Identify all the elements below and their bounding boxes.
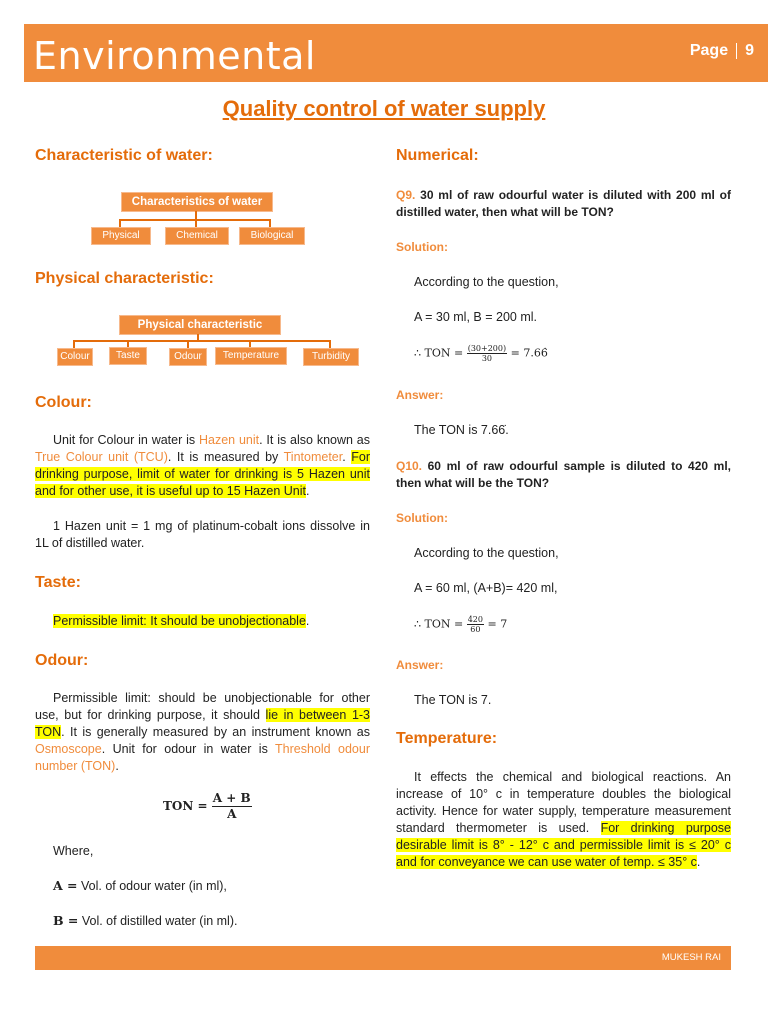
text: . xyxy=(696,855,701,869)
numerical-heading: Numerical: xyxy=(396,147,479,164)
footer-author: MUKESH RAI xyxy=(661,952,721,963)
calc-numerator: (30+200) xyxy=(467,344,507,353)
formula-numerator: A + B xyxy=(212,791,251,805)
definition-a xyxy=(53,877,227,895)
q9-calculation xyxy=(414,344,548,363)
chart-connector xyxy=(329,340,331,348)
question-10 xyxy=(396,458,731,492)
highlight-text: Permissible limit: It should be unobjectionable xyxy=(53,614,306,628)
tcu-term: True Colour unit (TCU) xyxy=(35,450,168,464)
phys-chart-root: Physical characteristic xyxy=(119,315,281,335)
text: Permissible limit: should be unobjectionable for other use, but for drinking purpose, it should xyxy=(35,691,370,722)
phys-node-odour: Odour xyxy=(169,348,207,366)
q9-answer: The TON is 7.66̇. xyxy=(414,423,509,437)
q10-calculation xyxy=(414,615,507,634)
var-b: B = xyxy=(53,913,79,928)
text: . It is generally measured by an instrument known as xyxy=(61,725,370,739)
chart-connector xyxy=(187,340,189,348)
chart-node-chemical: Chemical xyxy=(165,227,229,245)
chart-connector xyxy=(73,340,331,342)
q10-solution-label: Solution: xyxy=(396,511,448,525)
text: . Unit for odour in water is xyxy=(101,742,276,756)
q10-given: A = 60 ml, (A+B)= 420 ml, xyxy=(414,581,558,595)
phys-heading: Physical characteristic: xyxy=(35,270,214,287)
colour-heading: Colour: xyxy=(35,394,92,411)
hazen-term: Hazen unit xyxy=(198,433,260,447)
phys-node-colour: Colour xyxy=(57,348,93,366)
page-header xyxy=(24,24,768,82)
calc-denominator: 60 xyxy=(470,625,481,634)
page-separator xyxy=(736,43,737,59)
header-title: Environmental xyxy=(33,34,316,78)
phys-node-temperature: Temperature xyxy=(215,347,287,365)
ton-formula xyxy=(163,791,252,822)
main-title: Quality control of water supply xyxy=(222,96,546,121)
calc-fraction xyxy=(467,344,507,363)
text: . It is measured by xyxy=(167,450,284,464)
text: . xyxy=(305,614,310,628)
formula-fraction xyxy=(212,791,252,822)
q10-answer-label: Answer: xyxy=(396,658,444,672)
chart-connector xyxy=(73,340,75,348)
q10-answer: The TON is 7. xyxy=(414,693,492,707)
where-label: Where, xyxy=(53,844,94,858)
chart-connector xyxy=(195,219,197,227)
ton-term: Threshold odour number (TON) xyxy=(35,742,370,773)
taste-heading: Taste: xyxy=(35,574,81,591)
osmoscope-term: Osmoscope xyxy=(35,742,102,756)
highlight-text: lie in between 1-3 TON xyxy=(35,708,371,739)
q9-text: 30 ml of raw odourful water is diluted with 200 ml of distilled water, then what will be TON? xyxy=(396,188,731,219)
question-9 xyxy=(396,187,731,221)
text: . It is also known as xyxy=(259,433,370,447)
calc-fraction xyxy=(467,615,484,634)
definition-b xyxy=(53,912,237,930)
text: Unit for Colour in water is xyxy=(53,433,199,447)
q10-text: 60 ml of raw odourful sample is diluted to 420 ml, then what will be the TON? xyxy=(396,459,731,490)
q9-answer-label: Answer: xyxy=(396,388,444,402)
highlight-text: For drinking purpose, limit of water for drinking is 5 Hazen unit and for other use, it is useful up to 15 Hazen Unit xyxy=(35,450,370,498)
q9-label: Q9. xyxy=(396,188,416,202)
odour-heading: Odour: xyxy=(35,652,89,669)
text: Vol. of odour water (in ml), xyxy=(77,879,227,893)
temperature-heading: Temperature: xyxy=(396,730,498,747)
taste-paragraph xyxy=(53,613,370,630)
calc-pre: ∴ TON = xyxy=(414,617,464,631)
calc-result: = 7.66̇ xyxy=(510,346,548,360)
colour-paragraph xyxy=(35,432,370,500)
chart-node-biological: Biological xyxy=(239,227,305,245)
var-a: A = xyxy=(53,878,78,893)
highlight-text: For drinking purpose desirable limit is 8° - 12° c and permissible limit is ≤ 20° c and for conveyance we can use water of temp. ≤ 35° c xyxy=(396,821,731,869)
q10-according: According to the question, xyxy=(414,546,559,560)
phys-node-turbidity: Turbidity xyxy=(303,348,359,366)
chart-node-physical: Physical xyxy=(91,227,151,245)
chart-root: Characteristics of water xyxy=(121,192,273,212)
calc-pre: ∴ TON = xyxy=(414,346,464,360)
phys-node-taste: Taste xyxy=(109,347,147,365)
page-footer xyxy=(35,946,731,970)
q9-given: A = 30 ml, B = 200 ml. xyxy=(414,310,537,324)
q9-according: According to the question, xyxy=(414,275,559,289)
calc-result: = 7 xyxy=(487,617,508,631)
tintometer-term: Tintometer xyxy=(283,450,343,464)
text: . xyxy=(306,484,310,498)
q10-label: Q10. xyxy=(396,459,423,473)
chart-connector xyxy=(269,219,271,227)
text: Vol. of distilled water (in ml). xyxy=(78,914,238,928)
page-label: Page xyxy=(689,42,729,59)
text: . xyxy=(115,759,119,773)
hazen-definition: 1 Hazen unit = 1 mg of platinum-cobalt ions dissolve in 1L of distilled water. xyxy=(35,519,370,550)
text: . xyxy=(342,450,352,464)
q9-solution-label: Solution: xyxy=(396,240,448,254)
page-number: 9 xyxy=(745,42,754,59)
calc-numerator: 420 xyxy=(467,615,483,624)
page-indicator xyxy=(690,42,754,60)
chart-connector xyxy=(119,219,121,227)
text: It effects the chemical and biological reactions. An increase of 10° c in temperature doubles the biological activity. Hence for water supply, temperature measurement standard thermometer is used. xyxy=(396,770,731,835)
odour-paragraph xyxy=(35,690,370,775)
temperature-paragraph xyxy=(396,769,731,871)
calc-denominator: 30 xyxy=(481,354,492,363)
formula-denominator: A xyxy=(227,807,237,821)
formula-lhs: TON = xyxy=(163,799,208,813)
char-heading: Characteristic of water: xyxy=(35,147,213,164)
